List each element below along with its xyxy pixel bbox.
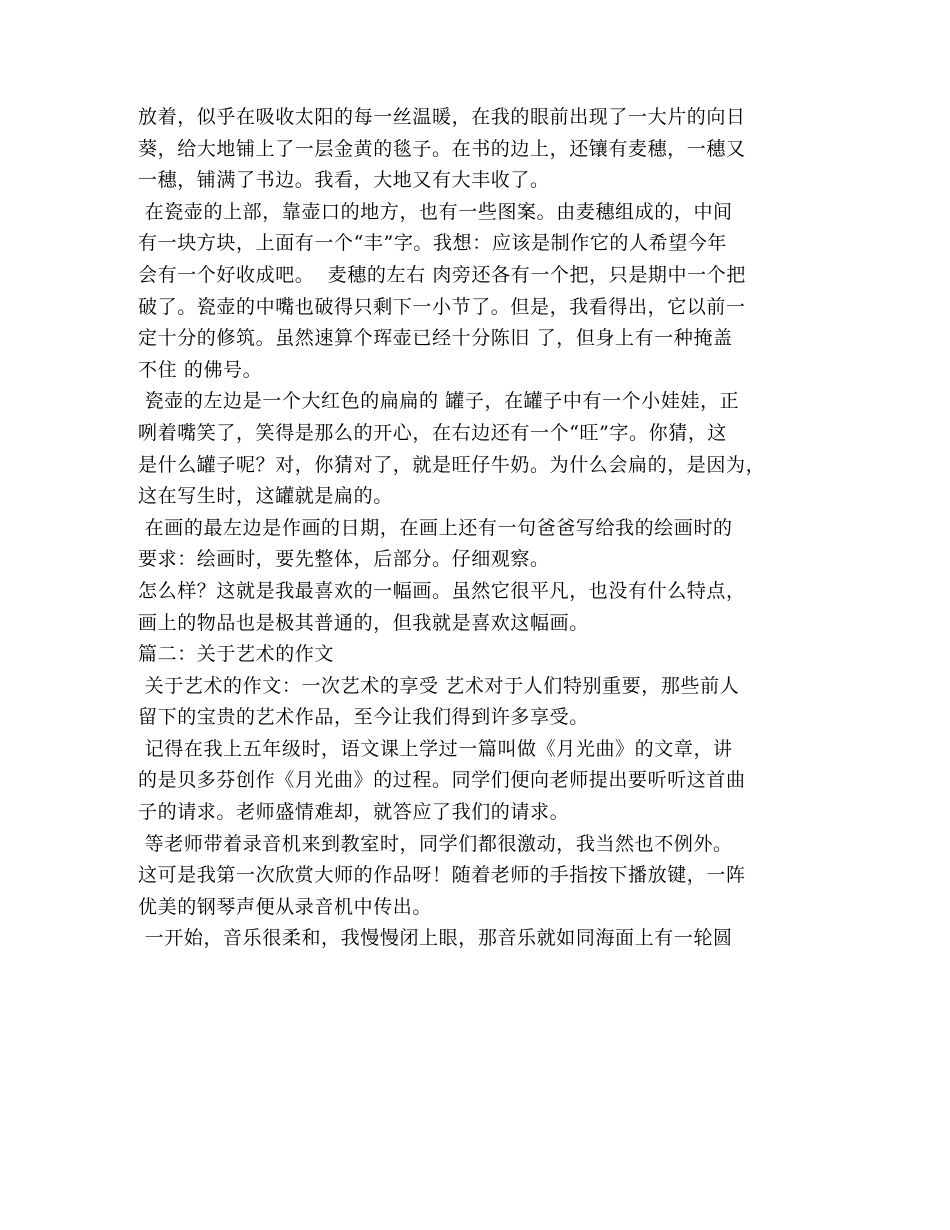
- text-line: 优美的钢琴声便从录音机中传出。: [138, 895, 433, 918]
- text-line: 在瓷壶的上部，靠壶口的地方，也有一些图案。由麦穗组成的，中间: [138, 200, 733, 223]
- text-line: 会有一个好收成吧。 麦穗的左右 肉旁还各有一个把，只是期中一个把: [138, 263, 746, 286]
- text-line: 画上的物品也是极其普通的，但我就是喜欢这幅画。: [138, 611, 589, 634]
- text-line: 咧着嘴笑了，笑得是那么的开心，在右边还有一个“旺”字。你猜，这: [138, 421, 728, 444]
- text-line: 留下的宝贵的艺术作品，至今让我们得到许多享受。: [138, 706, 589, 729]
- text-line: 不住 的佛号。: [138, 358, 263, 381]
- text-line: 记得在我上五年级时，语文课上学过一篇叫做《月光曲》的文章，讲: [138, 737, 733, 760]
- text-line: 这可是我第一次欣赏大师的作品呀！随着老师的手指按下播放键，一阵: [138, 864, 746, 887]
- text-line: 等老师带着录音机来到教室时，同学们都很激动，我当然也不例外。: [138, 832, 733, 855]
- text-line: 子的请求。老师盛情难却，就答应了我们的请求。: [138, 801, 570, 824]
- text-line: 破了。瓷壶的中嘴也破得只剩下一小节了。但是，我看得出，它以前一: [138, 295, 746, 318]
- text-line: 有一块方块，上面有一个“丰”字。我想：应该是制作它的人希望今年: [138, 232, 728, 255]
- text-line: 一穗，铺满了书边。我看，大地又有大丰收了。: [138, 169, 550, 192]
- text-line: 瓷壶的左边是一个大红色的扁扁的 罐子，在罐子中有一个小娃娃，正: [138, 390, 740, 413]
- text-line: 放着，似乎在吸收太阳的每一丝温暖，在我的眼前出现了一大片的向日: [138, 106, 746, 128]
- text-line: 要求：绘画时，要先整体，后部分。仔细观察。: [138, 548, 550, 571]
- text-line: 定十分的修筑。虽然速算个珲壶已经十分陈旧 了，但身上有一种掩盖: [138, 327, 733, 350]
- text-line: 这在写生时，这罐就是扁的。: [138, 485, 393, 508]
- text-line: 葵，给大地铺上了一层金黄的毯子。在书的边上，还镶有麦穗，一穗又: [138, 137, 746, 160]
- text-line: 怎么样？这就是我最喜欢的一幅画。虽然它很平凡，也没有什么特点，: [138, 579, 746, 602]
- text-line: 一开始，音乐很柔和，我慢慢闭上眼，那音乐就如同海面上有一轮圆: [138, 927, 733, 950]
- text-line: 在画的最左边是作画的日期，在画上还有一句爸爸写给我的绘画时的: [138, 516, 733, 539]
- text-line: 的是贝多芬创作《月光曲》的过程。同学们便向老师提出要听听这首曲: [138, 769, 746, 792]
- section-heading: 篇二：关于艺术的作文: [138, 643, 335, 666]
- body-text: [138, 102, 818, 955]
- text-line: 是什么罐子呢？对，你猜对了，就是旺仔牛奶。为什么会扁的，是因为，: [138, 453, 766, 476]
- text-line: 关于艺术的作文：一次艺术的享受 艺术对于人们特别重要，那些前人: [138, 674, 740, 697]
